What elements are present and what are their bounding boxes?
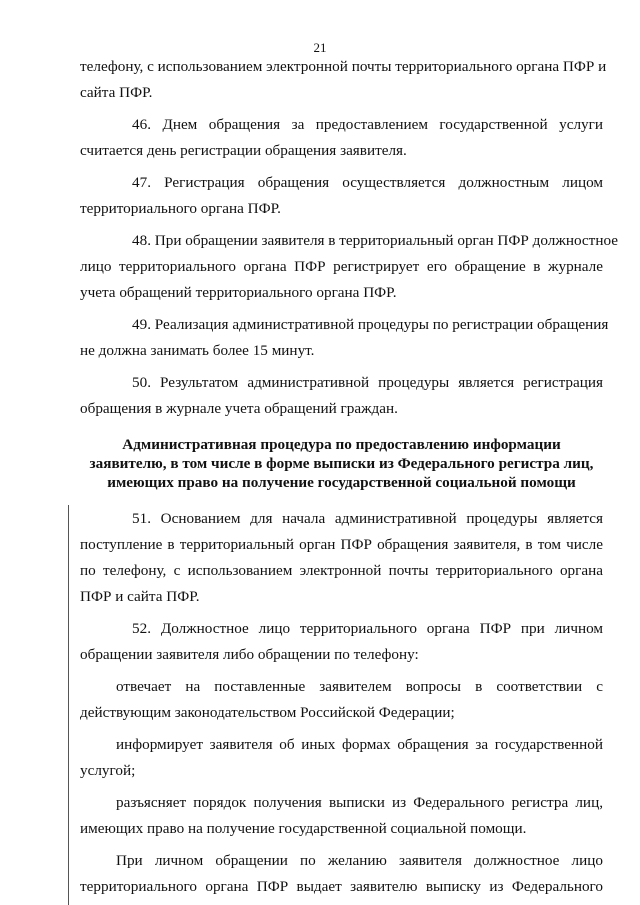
text-line: территориального органа ПФР. xyxy=(80,200,281,217)
heading-line: заявителю, в том числе в форме выписки из Федерального регистра лиц, xyxy=(89,455,594,472)
list-item: информирует заявителя об иных формах обращения за государственной xyxy=(116,736,603,753)
text-line: обращения в журнале учета обращений граждан. xyxy=(80,400,398,417)
list-item: отвечает на поставленные заявителем вопросы в соответствии с xyxy=(116,678,603,695)
text-line: не должна занимать более 15 минут. xyxy=(80,342,315,359)
paragraph-51: 51. Основанием для начала административной процедуры является xyxy=(132,510,603,527)
text-line: услугой; xyxy=(80,762,136,779)
section-heading xyxy=(80,436,603,493)
list-item: разъясняет порядок получения выписки из Федерального регистра лиц, xyxy=(116,794,603,811)
text-line: учета обращений территориального органа ПФР. xyxy=(80,284,397,301)
text-line: территориального органа ПФР выдает заявителю выписку из Федерального xyxy=(80,878,603,895)
paragraph-50: 50. Результатом административной процедуры является регистрация xyxy=(132,374,603,391)
text-line: телефону, с использованием электронной почты территориального органа ПФР и xyxy=(80,58,607,75)
paragraph-47: 47. Регистрация обращения осуществляется должностным лицом xyxy=(132,174,603,191)
paragraph-49: 49. Реализация административной процедуры по регистрации обращения xyxy=(132,316,609,333)
heading-line: Административная процедура по предоставлению информации xyxy=(122,436,561,453)
text-line: считается день регистрации обращения заявителя. xyxy=(80,142,407,159)
paragraph-52: 52. Должностное лицо территориального органа ПФР при личном xyxy=(132,620,603,637)
text-line: по телефону, с использованием электронной почты территориального органа xyxy=(80,562,603,579)
paragraph-48: 48. При обращении заявителя в территориальный орган ПФР должностное xyxy=(132,232,618,249)
text-line: лицо территориального органа ПФР регистрирует его обращение в журнале xyxy=(80,258,603,275)
text-line: имеющих право на получение государственной социальной помощи. xyxy=(80,820,527,837)
paragraph: При личном обращении по желанию заявителя должностное лицо xyxy=(116,852,603,869)
page-number: 21 xyxy=(313,40,327,55)
text-line: обращении заявителя либо обращении по телефону: xyxy=(80,646,419,663)
text-line: ПФР и сайта ПФР. xyxy=(80,588,200,605)
paragraph-46: 46. Днем обращения за предоставлением государственной услуги xyxy=(132,116,603,133)
document-body xyxy=(80,58,618,904)
scan-margin-line xyxy=(68,505,69,905)
text-line: поступление в территориальный орган ПФР обращения заявителя, в том числе xyxy=(80,536,603,553)
text-line: действующим законодательством Российской Федерации; xyxy=(80,704,455,721)
text-line: сайта ПФР. xyxy=(80,84,153,101)
heading-line: имеющих право на получение государственной социальной помощи xyxy=(107,474,576,491)
